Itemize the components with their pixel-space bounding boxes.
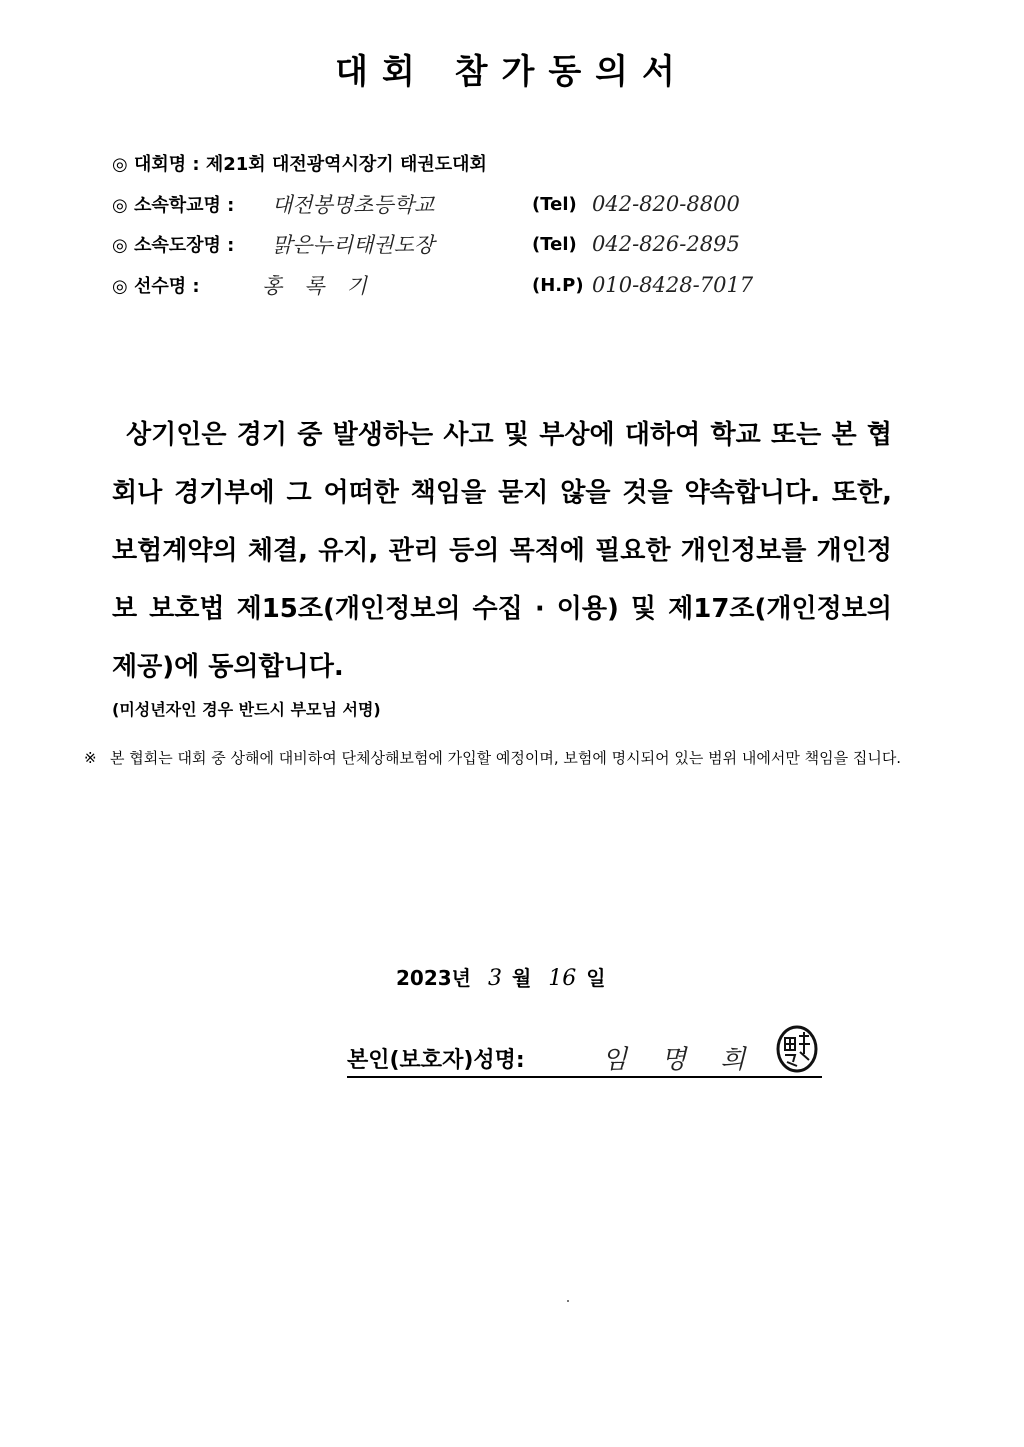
date-day-handwritten: 16 xyxy=(548,966,577,991)
player-row xyxy=(112,268,832,302)
signature-line xyxy=(347,1036,822,1078)
scan-speck xyxy=(567,1300,569,1302)
seal-stamp-icon xyxy=(775,1024,819,1074)
signature-label: 본인(보호자)성명: xyxy=(347,1048,525,1073)
dojang-row xyxy=(112,227,832,261)
date-month-suffix: 월 xyxy=(511,966,532,990)
signature-name-handwritten: 임명희 xyxy=(602,1045,780,1075)
date-day-suffix: 일 xyxy=(586,966,606,990)
school-row xyxy=(112,187,832,221)
school-label: ◎ 소속학교명 : xyxy=(112,195,235,216)
dojang-phone-label: (Tel) xyxy=(532,233,577,255)
school-name-handwritten: 대전봉명초등학교 xyxy=(272,193,435,217)
document-title: 대회 참가동의서 xyxy=(335,52,689,92)
reference-mark: ※ xyxy=(84,749,97,767)
player-name-handwritten: 홍록기 xyxy=(262,274,389,298)
guardian-signature-note: (미성년자인 경우 반드시 부모님 서명) xyxy=(112,700,381,719)
competition-row xyxy=(112,146,832,180)
player-phone-handwritten: 010-8428-7017 xyxy=(592,273,754,297)
date-month-handwritten: 3 xyxy=(487,966,502,991)
dojang-phone-handwritten: 042-826-2895 xyxy=(592,232,740,256)
dojang-label: ◎ 소속도장명 : xyxy=(112,235,235,256)
player-phone-label: (H.P) xyxy=(532,274,584,296)
dojang-name-handwritten: 맑은누리태권도장 xyxy=(272,233,435,257)
signing-date xyxy=(396,962,606,991)
insurance-note xyxy=(84,742,934,774)
consent-paragraph: 상기인은 경기 중 발생하는 사고 및 부상에 대하여 학교 또는 본 협회나 경기부에 그 어떠한 책임을 묻지 않을 것을 약속합니다. 또한, 보험계약의 체결, 유지, 관리 등의 목적에 필요한 개인정보를 개인정보 보호법 제15조(개인정보의 수집 · 이용) 및 제17조(개인정보의 제공)에 동의합니다. xyxy=(112,420,892,682)
school-phone-label: (Tel) xyxy=(532,193,577,215)
insurance-note-text: 본 협회는 대회 중 상해에 대비하여 단체상해보험에 가입할 예정이며, 보험에 명시되어 있는 범위 내에서만 책임을 집니다. xyxy=(110,749,902,767)
player-label: ◎ 선수명 : xyxy=(112,276,200,297)
school-phone-handwritten: 042-820-8800 xyxy=(592,192,740,216)
competition-label: ◎ 대회명 : 제21회 대전광역시장기 태권도대회 xyxy=(112,154,487,175)
date-year: 2023년 xyxy=(396,966,471,990)
